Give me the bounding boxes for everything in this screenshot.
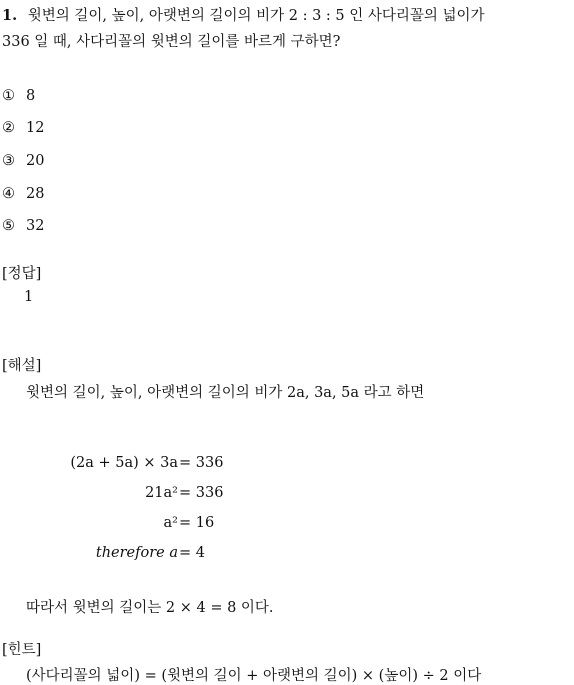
question-number: 1.: [2, 7, 18, 24]
hint-text: (사다리꼴의 넓이) = (윗변의 길이 + 아랫변의 길이) × (높이) ÷ 2 이다: [26, 668, 482, 684]
choice-item[interactable]: [2, 88, 35, 104]
choice-mark: ②: [2, 120, 15, 136]
equation-right: = 16: [179, 515, 215, 531]
choice-item[interactable]: [2, 153, 44, 169]
hint-heading: [힌트]: [2, 642, 42, 658]
choice-item[interactable]: [2, 186, 44, 202]
question-text-1: 윗변의 길이, 높이, 아랫변의 길이의 비가 2 : 3 : 5 인 사다리꼴의 넓이가: [27, 8, 485, 24]
explanation-heading: [해설]: [2, 358, 42, 374]
choice-value: 8: [26, 88, 36, 104]
choice-mark: ⑤: [2, 218, 15, 234]
choice-item[interactable]: [2, 218, 44, 234]
question-line-1: [2, 4, 485, 25]
choice-mark: ④: [2, 186, 15, 202]
equation-left: a²: [163, 515, 178, 531]
equation-left: 21a²: [145, 485, 178, 501]
equation-block: [18, 455, 298, 575]
choice-value: 28: [26, 186, 45, 202]
equation-right: = 4: [179, 545, 205, 561]
equation-left: (2a + 5a) × 3a: [70, 455, 178, 471]
answer-value: 1: [24, 289, 34, 305]
choice-value: 20: [26, 153, 45, 169]
explanation-intro: 윗변의 길이, 높이, 아랫변의 길이의 비가 2a, 3a, 5a 라고 하면: [26, 385, 425, 401]
choice-item[interactable]: [2, 120, 44, 136]
choice-value: 12: [26, 120, 45, 136]
question-text-2: 336 일 때, 사다리꼴의 윗변의 길이를 바르게 구하면?: [2, 34, 341, 50]
choice-value: 32: [26, 218, 45, 234]
choice-mark: ③: [2, 153, 15, 169]
answer-heading: [정답]: [2, 266, 42, 282]
equation-right: = 336: [179, 485, 224, 501]
choice-mark: ①: [2, 88, 15, 104]
explanation-conclusion: 따라서 윗변의 길이는 2 × 4 = 8 이다.: [26, 600, 274, 616]
equation-left: therefore a: [95, 545, 178, 561]
equation-right: = 336: [179, 455, 224, 471]
